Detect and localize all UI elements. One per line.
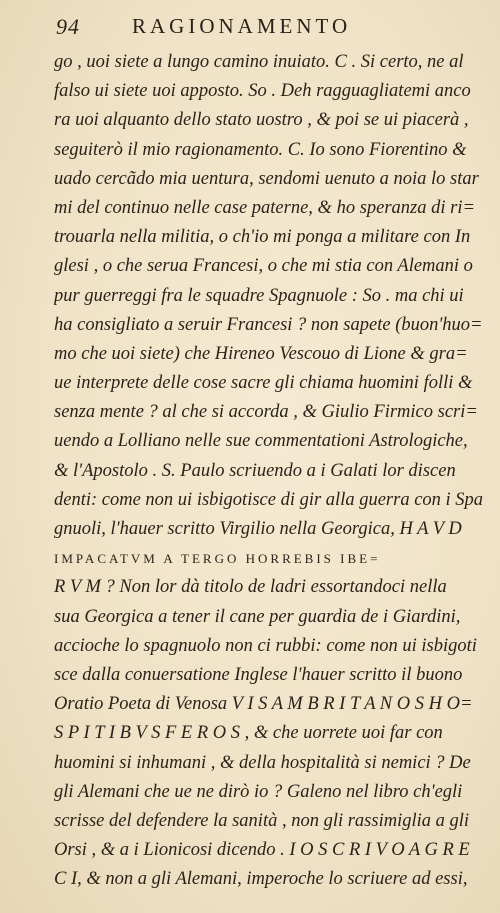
text-line: sce dalla conuersatione Inglese l'hauer scritto il buono xyxy=(54,664,463,685)
text-line: huomini si inhumani , & della hospitalità si nemici ? De xyxy=(54,752,471,773)
text-line: S P I T I B V S F E R O S , & che uorrete uoi far con xyxy=(54,723,443,744)
text-line: scrisse del defendere la sanità , non gli rassimiglia a gli xyxy=(54,810,470,831)
text-line: ra uoi alquanto dello stato uostro , & poi se ui piacerà , xyxy=(54,110,469,131)
text-line: accioche lo spagnuolo non ci rubbi: come non ui isbigoti xyxy=(54,635,477,656)
text-line: Oratio Poeta di Venosa V I S A M B R I T A N O S H O= xyxy=(54,694,473,715)
text-line: gnuoli, l'hauer scritto Virgilio nella Georgica, H A V D xyxy=(54,519,462,539)
text-line: senza mente ? al che si accorda , & Giulio Firmico scri= xyxy=(54,402,478,423)
text-line: mi del continuo nelle case paterne, & ho speranza di ri= xyxy=(54,197,475,218)
text-line: & l'Apostolo . S. Paulo scriuendo a i Galati lor discen xyxy=(54,460,456,481)
text-line: mo che uoi siete) che Hireneo Vescouo di Lione & gra= xyxy=(54,343,468,364)
text-line: trouarla nella militia, o ch'io mi ponga a militare con In xyxy=(54,227,471,248)
text-line: sua Georgica a tener il cane per guardia de i Giardini, xyxy=(54,606,461,627)
text-line: go , uoi siete a lungo camino inuiato. C . Si certo, ne al xyxy=(54,52,464,72)
text-line: Orsi , & a i Lionicosi dicendo . I O S C R I V O A G R E xyxy=(54,840,470,861)
text-line: ha consigliato a seruir Francesi ? non sapete (buon'huo= xyxy=(54,314,483,335)
text-line: uado cercãdo mia uentura, sendomi uenuto a noia lo star xyxy=(54,168,479,189)
body-text xyxy=(54,48,490,894)
text-line: gli Alemani che ue ne dirò io ? Galeno nel libro ch'egli xyxy=(54,781,463,802)
text-line-latin-quote: IMPACATVM A TERGO HORREBIS IBE= xyxy=(54,551,381,567)
text-line: seguiterò il mio ragionamento. C. Io sono Fiorentino & xyxy=(54,139,467,160)
running-head: RAGIONAMENTO xyxy=(132,14,352,38)
text-line: ue interprete delle cose sacre gli chiama huomini folli & xyxy=(54,373,473,394)
text-line: pur guerreggi fra le squadre Spagnuole : So . ma chi ui xyxy=(54,285,464,306)
page-number: 94 xyxy=(56,14,80,39)
text-line: C I, & non a gli Alemani, imperoche lo scriuere ad essi, xyxy=(54,869,468,890)
text-line: falso ui siete uoi apposto. So . Deh ragguagliatemi anco xyxy=(54,81,471,102)
text-line: glesi , o che serua Francesi, o che mi stia con Alemani o xyxy=(54,256,473,277)
text-line: denti: come non ui isbigotisce di gir alla guerra con i Spa xyxy=(54,489,484,510)
page-header xyxy=(56,14,470,44)
text-line: R V M ? Non lor dà titolo de ladri essortandoci nella xyxy=(54,577,447,598)
text-line: uendo a Lolliano nelle sue commentationi Astrologiche, xyxy=(54,431,468,452)
